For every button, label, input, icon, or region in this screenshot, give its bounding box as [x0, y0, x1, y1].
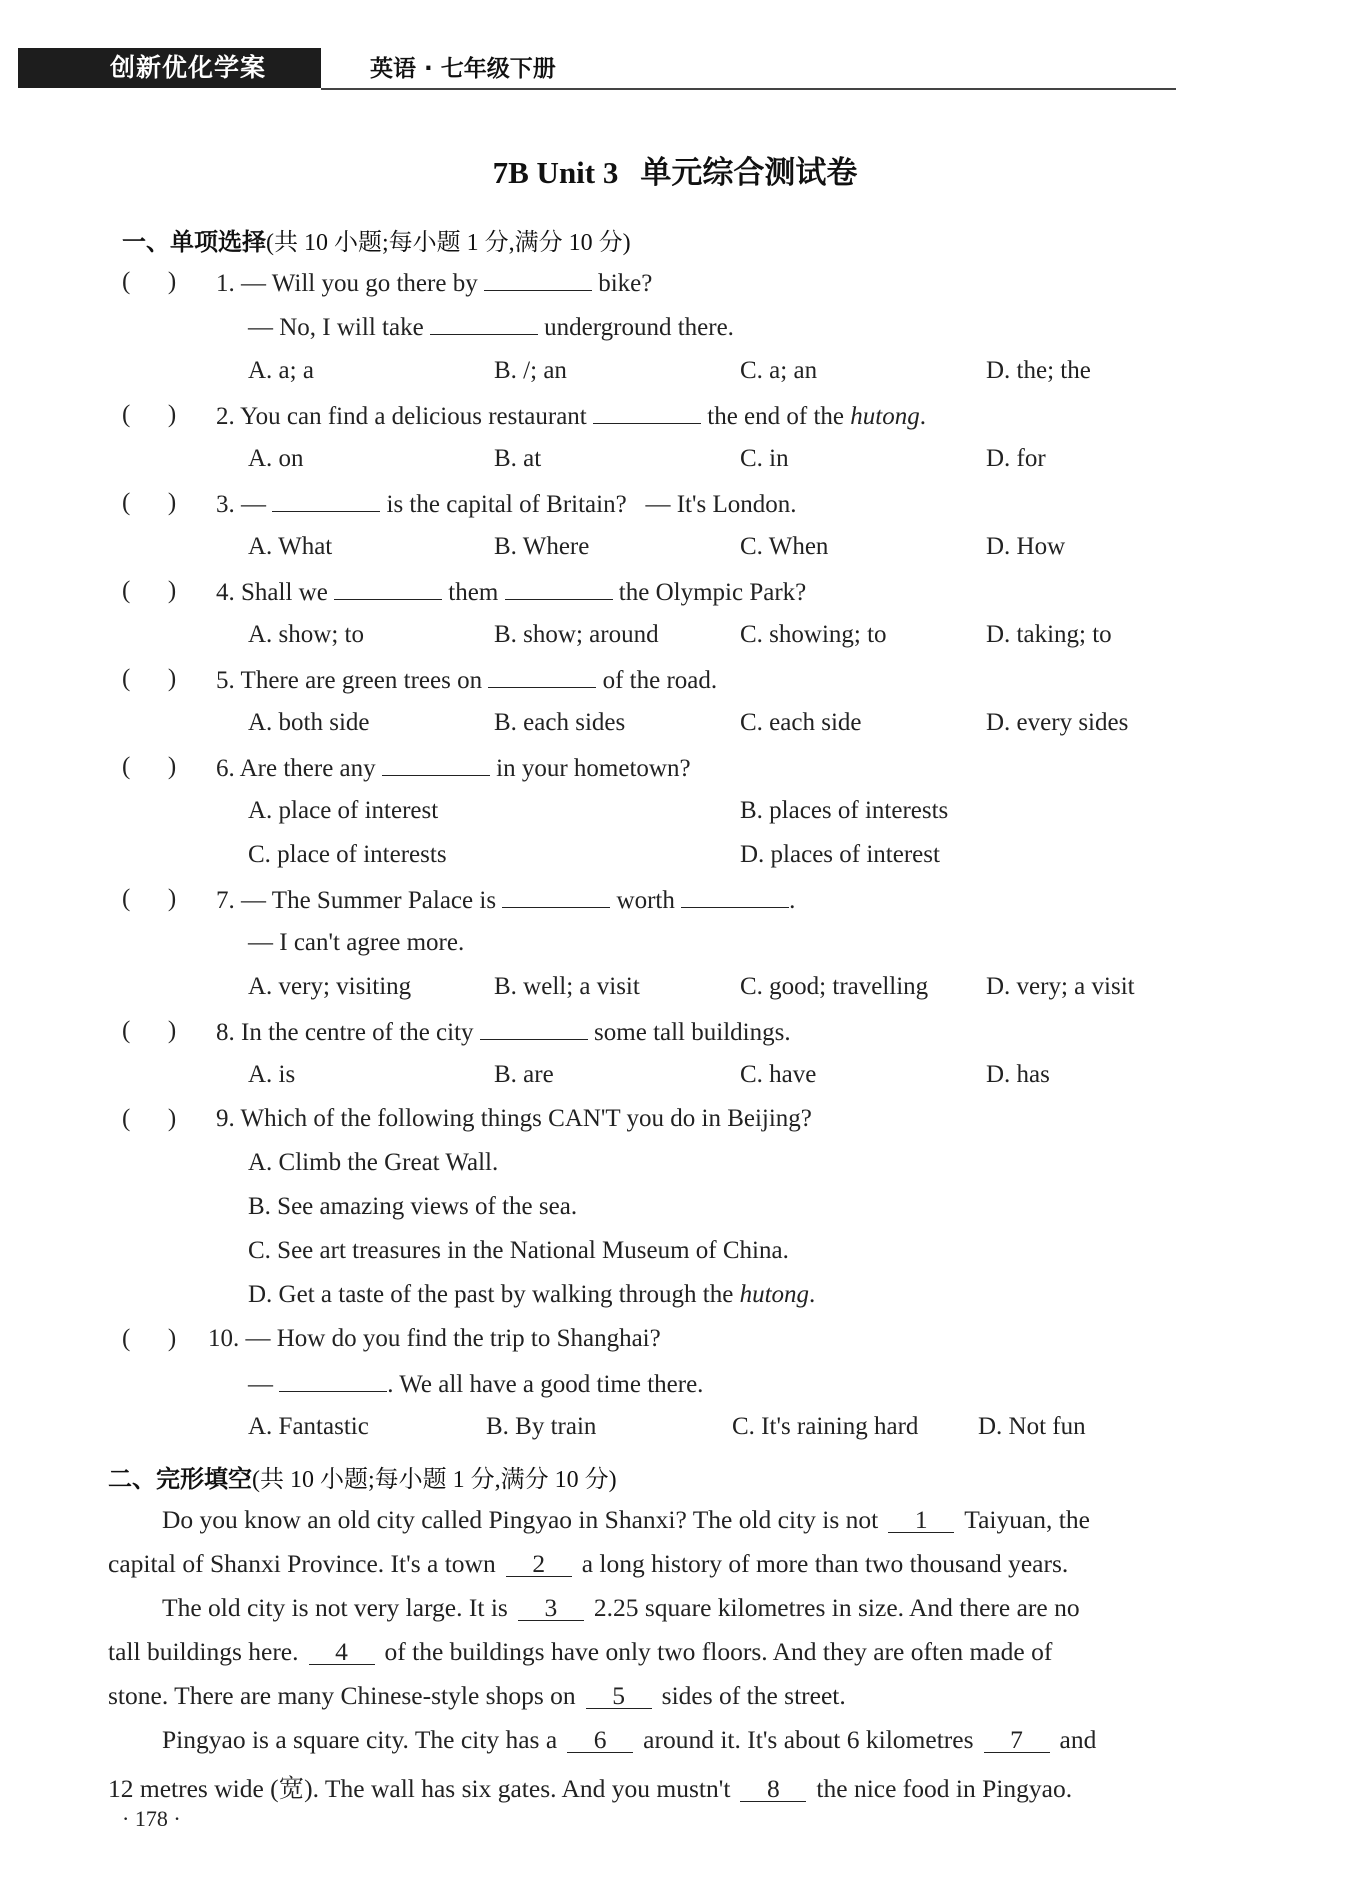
question-3: 3. — is the capital of Britain? — It's London.	[216, 491, 797, 518]
option-b: B. at	[494, 445, 542, 472]
passage-line: tall buildings here. 4 of the buildings have only two floors. And they are often made of	[108, 1637, 1053, 1666]
option-d: D. for	[986, 445, 1046, 472]
answer-bracket[interactable]: ( )	[122, 577, 177, 604]
cloze-blank[interactable]: 7	[984, 1728, 1050, 1753]
option-b: B. By train	[486, 1413, 597, 1440]
answer-bracket[interactable]: ( )	[122, 1325, 177, 1352]
answer-blank[interactable]	[279, 1369, 387, 1392]
option-c: C. showing; to	[740, 621, 887, 648]
brand-banner: 创新优化学案	[18, 48, 321, 88]
answer-bracket[interactable]: ( )	[122, 489, 177, 516]
option-b: B. See amazing views of the sea.	[248, 1193, 578, 1220]
question-2: 2. You can find a delicious restaurant the end of the hutong.	[216, 403, 926, 430]
answer-blank[interactable]	[430, 312, 538, 335]
option-d: D. taking; to	[986, 621, 1112, 648]
option-b: B. well; a visit	[494, 973, 640, 1000]
question-1: 1. — Will you go there by bike?	[216, 270, 653, 297]
question-9: 9. Which of the following things CAN'T you do in Beijing?	[216, 1105, 812, 1132]
subject-label: 英语 · 七年级下册	[370, 56, 556, 82]
answer-blank[interactable]	[272, 489, 380, 512]
unit-title: 7B Unit 3	[492, 155, 619, 190]
option-c: C. have	[740, 1061, 817, 1088]
option-a: A. very; visiting	[248, 973, 412, 1000]
answer-bracket[interactable]: ( )	[122, 1017, 177, 1044]
option-a: A. on	[248, 445, 304, 472]
answer-bracket[interactable]: ( )	[122, 665, 177, 692]
option-c: C. See art treasures in the National Museum of China.	[248, 1237, 789, 1264]
answer-blank[interactable]	[488, 665, 596, 688]
option-d: D. very; a visit	[986, 973, 1135, 1000]
answer-blank[interactable]	[480, 1017, 588, 1040]
answer-blank[interactable]	[502, 885, 610, 908]
question-10: 10. — How do you find the trip to Shanghai?	[208, 1325, 661, 1352]
option-b: B. each sides	[494, 709, 626, 736]
test-title: 单元综合测试卷	[640, 155, 858, 191]
option-d: D. every sides	[986, 709, 1129, 736]
option-a: A. place of interest	[248, 797, 439, 824]
answer-blank[interactable]	[593, 401, 701, 424]
question-8: 8. In the centre of the city some tall buildings.	[216, 1019, 791, 1046]
passage-line: 12 metres wide (宽). The wall has six gates. And you mustn't 8 the nice food in Pingyao.	[108, 1774, 1073, 1803]
option-b: B. show; around	[494, 621, 659, 648]
passage-line: capital of Shanxi Province. It's a town 2 a long history of more than two thousand years.	[108, 1549, 1069, 1578]
option-d: D. places of interest	[740, 841, 940, 868]
option-c: C. place of interests	[248, 841, 447, 868]
page-title	[0, 147, 1350, 192]
answer-bracket[interactable]: ( )	[122, 401, 177, 428]
answer-blank[interactable]	[484, 268, 592, 291]
page-number: · 178 ·	[122, 1806, 181, 1831]
option-a: A. a; a	[248, 357, 314, 384]
question-1-reply: — No, I will take underground there.	[248, 314, 734, 341]
cloze-blank[interactable]: 4	[309, 1640, 375, 1665]
option-b: B. Where	[494, 533, 590, 560]
option-a: A. both side	[248, 709, 370, 736]
option-d: D. Not fun	[978, 1413, 1086, 1440]
passage-line: The old city is not very large. It is 3 2.25 square kilometres in size. And there are no	[162, 1593, 1080, 1622]
option-c: C. a; an	[740, 357, 818, 384]
cloze-blank[interactable]: 8	[740, 1777, 806, 1802]
cloze-blank[interactable]: 6	[567, 1728, 633, 1753]
question-7-reply: — I can't agree more.	[248, 929, 465, 956]
option-a: A. Climb the Great Wall.	[248, 1149, 499, 1176]
question-7: 7. — The Summer Palace is worth .	[216, 887, 796, 914]
answer-blank[interactable]	[334, 577, 442, 600]
option-a: A. What	[248, 533, 333, 560]
passage-line: Do you know an old city called Pingyao in Shanxi? The old city is not 1 Taiyuan, the	[162, 1505, 1090, 1534]
section-heading: 一、单项选择(共 10 小题;每小题 1 分,满分 10 分)	[122, 228, 631, 256]
header-divider	[321, 88, 1176, 90]
answer-bracket[interactable]: ( )	[122, 753, 177, 780]
option-a: A. is	[248, 1061, 296, 1088]
option-c: C. good; travelling	[740, 973, 929, 1000]
option-b: B. places of interests	[740, 797, 949, 824]
option-c: C. in	[740, 445, 789, 472]
option-c: C. each side	[740, 709, 862, 736]
answer-bracket[interactable]: ( )	[122, 1105, 177, 1132]
option-d: D. the; the	[986, 357, 1091, 384]
answer-bracket[interactable]: ( )	[122, 268, 177, 295]
section-heading: 二、完形填空(共 10 小题;每小题 1 分,满分 10 分)	[108, 1465, 617, 1493]
option-d: D. Get a taste of the past by walking through the hutong.	[248, 1281, 816, 1308]
passage-line: stone. There are many Chinese-style shops on 5 sides of the street.	[108, 1681, 846, 1710]
option-c: C. It's raining hard	[732, 1413, 919, 1440]
cloze-blank[interactable]: 1	[888, 1508, 954, 1533]
answer-bracket[interactable]: ( )	[122, 885, 177, 912]
passage-line: Pingyao is a square city. The city has a 6 around it. It's about 6 kilometres 7 and	[162, 1725, 1097, 1754]
option-a: A. show; to	[248, 621, 364, 648]
cloze-blank[interactable]: 5	[586, 1684, 652, 1709]
question-4: 4. Shall we them the Olympic Park?	[216, 579, 807, 606]
option-b: B. are	[494, 1061, 554, 1088]
option-d: D. How	[986, 533, 1066, 560]
answer-blank[interactable]	[382, 753, 490, 776]
answer-blank[interactable]	[505, 577, 613, 600]
answer-blank[interactable]	[681, 885, 789, 908]
cloze-blank[interactable]: 3	[518, 1596, 584, 1621]
question-10-reply: — . We all have a good time there.	[248, 1371, 704, 1398]
question-6: 6. Are there any in your hometown?	[216, 755, 691, 782]
option-c: C. When	[740, 533, 829, 560]
option-a: A. Fantastic	[248, 1413, 369, 1440]
option-b: B. /; an	[494, 357, 567, 384]
question-5: 5. There are green trees on of the road.	[216, 667, 718, 694]
option-d: D. has	[986, 1061, 1050, 1088]
cloze-blank[interactable]: 2	[506, 1552, 572, 1577]
